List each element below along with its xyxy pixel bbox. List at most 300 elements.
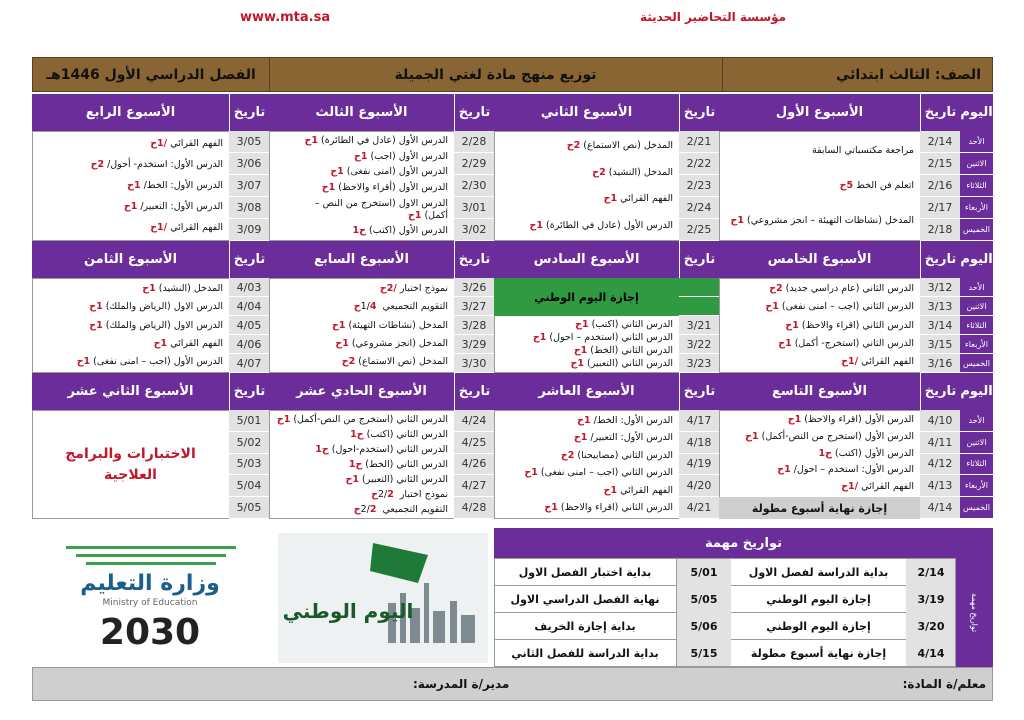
lesson-title: الفهم القرائي [861, 355, 914, 367]
date-header: تاريخ [454, 241, 494, 278]
long-weekend-holiday: إجازة نهاية أسبوع مطولة [719, 497, 920, 519]
lesson-title: الدرس الثاني (مصابيحنا) [577, 449, 673, 461]
lesson-title: الدرس الثاني (اكتب) [366, 428, 448, 440]
date-cell: 4/13 [920, 475, 960, 497]
important-dates-title: تواريخ مهمة [494, 528, 993, 558]
date-cell: 2/22 [679, 153, 719, 175]
important-date: 5/06 [676, 612, 731, 640]
lesson-list [271, 278, 452, 373]
date-cell: 3/16 [920, 354, 960, 373]
lesson-item [38, 301, 223, 313]
date-cell: 4/05 [229, 316, 269, 335]
ministry-name-en: Ministry of Education [102, 598, 198, 608]
lesson-title: نموذج اختبار [399, 283, 448, 295]
schedule-row [0, 241, 1024, 373]
date-cell: 5/02 [229, 432, 269, 454]
important-event: نهاية الفصل الدراسي الاول [510, 592, 660, 606]
term-label: الفصل الدراسي الأول 1446هـ [46, 66, 256, 83]
lesson-title: المدخل (النشيد) [608, 166, 673, 178]
lesson-title: التقويم التجميعي 2/ [360, 503, 448, 515]
lesson-title: الدرس الثاني (استخرج- أكمل) [794, 337, 914, 349]
lesson-periods: 1ح [778, 337, 792, 349]
lesson-periods: ح1 [315, 443, 329, 455]
date-cell: 3/30 [454, 354, 494, 373]
lesson-item [725, 283, 914, 295]
date-cell: 3/28 [454, 316, 494, 335]
day-cell: الخميس [960, 219, 993, 241]
lesson-periods: 1ح [730, 215, 744, 227]
lesson-item [725, 431, 914, 443]
lesson-periods: 2ح [592, 166, 606, 178]
lesson-title: الفهم القرائي [170, 137, 223, 149]
lesson-periods: 2ح [560, 449, 575, 461]
important-date: 5/01 [676, 558, 731, 586]
lesson-title: المدخل (انجز مشروعي) [351, 337, 448, 349]
ministry-logo [34, 532, 267, 662]
lesson-title: الدرس الثاني (عام دراسي جديد) [785, 283, 914, 295]
date-cell: 3/06 [229, 153, 269, 175]
date-cell: 3/15 [920, 335, 960, 354]
lesson-list [271, 131, 452, 241]
important-date: 5/05 [676, 585, 731, 613]
important-dates-side-label: تواريخ مهمة [956, 558, 993, 668]
lesson-list [34, 131, 227, 241]
lesson-item [725, 481, 914, 493]
lesson-title: مراجعة مكتسباتي السابقة [811, 144, 914, 156]
day-cell: الاثنين [960, 432, 993, 454]
date-cell: 4/14 [920, 497, 960, 519]
lesson-title: التقويم التجميعي 1/ [360, 301, 448, 313]
lesson-item [500, 332, 673, 344]
lesson-periods: 1ح [142, 283, 156, 295]
schedule-row [0, 94, 1024, 241]
lesson-title: الدرس الثاني (الخط) [365, 458, 448, 470]
lesson-title: الدرس الأول: الخط/ [143, 180, 223, 192]
lesson-title: الفهم القرائي [620, 193, 673, 205]
lesson-item [500, 140, 673, 152]
date-header: تاريخ [920, 241, 960, 278]
grade-label: الصف: الثالث ابتدائي [835, 66, 981, 83]
date-cell: 4/24 [454, 410, 494, 432]
lesson-item [38, 283, 223, 295]
week-header: الأسبوع الأول [719, 94, 920, 131]
organization-name: مؤسسة التحاضير الحديثة [640, 10, 787, 24]
lesson-periods: 2ح [769, 283, 783, 295]
lesson-item [275, 459, 448, 471]
date-cell: 2/14 [920, 131, 960, 153]
week-header: الأسبوع السادس [494, 241, 679, 278]
lesson-item [725, 356, 914, 368]
day-cell: الثلاثاء [960, 175, 993, 197]
lesson-periods: ح1 [352, 225, 366, 237]
day-cell: الأربعاء [960, 335, 993, 354]
lesson-item [275, 504, 448, 516]
date-cell: 3/22 [679, 335, 719, 354]
important-event: بداية الدراسة للفصل الثاني [511, 646, 659, 660]
important-event: إجازة اليوم الوطني [766, 619, 871, 633]
lesson-item [725, 301, 914, 313]
lesson-periods: 1ح [544, 502, 558, 514]
lesson-periods: 1ح [330, 166, 344, 178]
lesson-item [500, 193, 673, 205]
lesson-item [275, 429, 448, 441]
lesson-periods: ح1 [350, 428, 364, 440]
day-cell: الأحد [960, 278, 993, 297]
lesson-periods: 1ح [153, 337, 168, 349]
lesson-title: الدرس الثاني (اجب – امنى نفغى) [540, 467, 673, 479]
lesson-periods: 1ح [407, 209, 422, 221]
lesson-periods: 1ح [276, 413, 291, 425]
week-header: الأسبوع الثاني عشر [32, 373, 229, 410]
lesson-title: نموذج اختبار 2/ [377, 488, 448, 500]
week-header: الأسبوع السابع [269, 241, 454, 278]
lesson-title: المدخل (النشيد) [158, 283, 223, 295]
lesson-title: اتعلم فن الخط [856, 180, 914, 192]
lesson-title: الدرس الاول (الرياض والملك) [105, 319, 223, 331]
date-cell: 2/21 [679, 131, 719, 153]
date-cell: 4/04 [229, 297, 269, 316]
lesson-item [38, 159, 223, 171]
lesson-title: الدرس الاول (استخرج من النص – أكمل) [314, 197, 448, 221]
lesson-item [725, 414, 914, 426]
date-cell [679, 297, 719, 316]
lesson-item [38, 320, 223, 332]
date-cell: 3/02 [454, 219, 494, 241]
lesson-title: الدرس الثاني (التعبير) [362, 473, 448, 485]
date-cell: 4/28 [454, 497, 494, 519]
lesson-periods: 1ح [745, 431, 759, 442]
important-date: 3/19 [906, 585, 956, 613]
day-header: اليوم [960, 241, 993, 278]
lesson-title: الدرس الأول (عادل في الطائرة) [321, 134, 448, 146]
lesson-title: الفهم القرائي [620, 484, 673, 496]
lesson-periods: 1ح [321, 181, 336, 193]
lesson-periods: 1ح [331, 319, 346, 331]
lesson-periods: 1ح [89, 301, 103, 313]
date-cell: 4/17 [679, 410, 719, 432]
important-date: 3/20 [906, 612, 956, 640]
lesson-item [38, 356, 223, 368]
lesson-periods: 1ح [575, 318, 589, 330]
lesson-item [275, 444, 448, 456]
lesson-title: الدرس الثاني (اجب – امنى نفغى) [781, 301, 914, 313]
lesson-periods: ح1 [818, 447, 832, 459]
week-header: الأسبوع التاسع [719, 373, 920, 410]
lesson-title: الدرس الأول (اقراء والاحظ) [804, 414, 914, 426]
lesson-title: المدخل (نص الاستماع) [583, 140, 673, 152]
lesson-item [500, 485, 673, 497]
date-cell: 2/15 [920, 153, 960, 175]
lesson-list [496, 410, 677, 519]
date-cell: 2/25 [679, 219, 719, 241]
lesson-title: الدرس الأول (أقراء والاحظ) [338, 181, 448, 193]
date-cell: 4/18 [679, 432, 719, 454]
date-header: تاريخ [454, 373, 494, 410]
lesson-periods: /1ح [841, 480, 859, 492]
day-cell: الأربعاء [960, 197, 993, 219]
date-cell: 2/30 [454, 175, 494, 197]
lesson-periods: 1ح [603, 484, 618, 496]
lesson-periods: 1ح [787, 414, 802, 426]
week-header: الأسبوع الثالث [269, 94, 454, 131]
lesson-item [725, 464, 914, 476]
lesson-title: الدرس الأول: التعبير/ [140, 201, 223, 213]
lesson-title: الفهم القرائي [861, 480, 914, 492]
lesson-title: الدرس الثاني (استخدم-احول) [331, 443, 448, 455]
important-event: بداية إجازة الخريف [534, 619, 636, 633]
lesson-title: الدرس الثاني (اقراء والاحظ) [560, 502, 673, 514]
lesson-title: الدرس الأول: استخدم – احول/ [793, 464, 914, 476]
lesson-periods: 1ح [573, 432, 588, 444]
date-cell [679, 278, 719, 297]
date-cell: 2/16 [920, 175, 960, 197]
lesson-item [275, 338, 448, 350]
lesson-list [496, 131, 677, 241]
lesson-title: الفهم القرائي [170, 222, 223, 234]
date-cell: 3/08 [229, 197, 269, 219]
lesson-title: المدخل (نشاطات التهيئة – انجز مشروعي) [747, 215, 914, 227]
date-cell: 3/07 [229, 175, 269, 197]
lesson-list [721, 278, 918, 373]
lesson-periods: 1ح [89, 319, 103, 331]
lesson-periods: 2ح [353, 503, 377, 515]
lesson-item [500, 467, 673, 479]
date-cell: 3/09 [229, 219, 269, 241]
lesson-title: الدرس الأول: استخدم- أحول/ [107, 158, 223, 170]
lesson-item [275, 474, 448, 486]
week-header: الأسبوع الحادي عشر [269, 373, 454, 410]
week-header: الأسبوع الثاني [494, 94, 679, 131]
national-day-holiday: إجازة اليوم الوطني [494, 278, 679, 316]
lesson-periods: 1ح [573, 345, 588, 357]
important-date: 4/14 [906, 639, 956, 667]
date-header: تاريخ [920, 94, 960, 131]
lesson-title: الدرس الأول (اجب) [370, 150, 448, 162]
lesson-item [500, 358, 673, 370]
date-cell: 2/17 [920, 197, 960, 219]
important-event: بداية اختبار الفصل الاول [518, 565, 652, 579]
date-header: تاريخ [229, 94, 269, 131]
date-cell: 4/12 [920, 454, 960, 476]
date-header: تاريخ [679, 241, 719, 278]
lesson-item [275, 151, 448, 163]
date-cell: 2/23 [679, 175, 719, 197]
lesson-item [38, 138, 223, 150]
date-cell: 3/01 [454, 197, 494, 219]
lesson-title: الفهم القرائي [170, 337, 223, 349]
lesson-title: المدخل (نص الاستماع) [358, 355, 448, 367]
date-cell: 3/23 [679, 354, 719, 373]
principal-label: مدير/ة المدرسة: [413, 677, 510, 691]
date-cell: 4/19 [679, 454, 719, 476]
week-header: الأسبوع الرابع [32, 94, 229, 131]
date-cell: 4/21 [679, 497, 719, 519]
date-cell: 5/03 [229, 454, 269, 476]
lesson-item [275, 166, 448, 178]
day-cell: الثلاثاء [960, 454, 993, 476]
lesson-title: الدرس الأول (امنى نفغى) [346, 166, 448, 178]
important-date: 5/15 [676, 639, 731, 667]
date-cell: 4/27 [454, 475, 494, 497]
lesson-periods: 2ح [341, 355, 356, 367]
day-cell: الخميس [960, 497, 993, 519]
lesson-item [275, 198, 448, 222]
lesson-title: المدخل (نشاطات التهيئة) [348, 319, 448, 331]
week-header: الأسبوع الخامس [719, 241, 920, 278]
lesson-item [38, 180, 223, 192]
lesson-periods: 1ح [123, 201, 138, 213]
lesson-list [271, 410, 452, 519]
date-cell: 3/05 [229, 131, 269, 153]
day-cell: الاثنين [960, 153, 993, 175]
date-cell: 3/12 [920, 278, 960, 297]
lesson-periods: 2ح [371, 488, 394, 500]
date-header: تاريخ [679, 373, 719, 410]
lesson-item [275, 283, 448, 295]
lesson-item [500, 450, 673, 462]
lesson-periods: 1ح [570, 358, 585, 370]
lesson-periods: 1ح [304, 134, 319, 146]
lesson-item [725, 448, 914, 460]
date-cell: 4/25 [454, 432, 494, 454]
lesson-item [500, 167, 673, 179]
lesson-periods: 2ح [566, 140, 581, 152]
date-cell: 4/11 [920, 432, 960, 454]
lesson-periods: 5ح [839, 180, 854, 192]
lesson-item [725, 145, 914, 157]
important-date: 2/14 [906, 558, 956, 586]
lesson-list [34, 278, 227, 373]
day-cell: الأحد [960, 131, 993, 153]
lesson-title: الدرس الأول (اجب – امنى نفغى) [93, 355, 223, 367]
lesson-periods: 1ح [335, 337, 349, 349]
lesson-periods: /1ح [841, 355, 859, 367]
site-url[interactable]: www.mta.sa [240, 10, 331, 25]
date-cell: 5/04 [229, 475, 269, 497]
lesson-item [275, 356, 448, 368]
date-cell: 3/26 [454, 278, 494, 297]
day-cell: الاثنين [960, 297, 993, 316]
vision-2030: 2030 [99, 612, 201, 653]
lesson-item [725, 320, 914, 332]
date-cell: 3/13 [920, 297, 960, 316]
lesson-item [500, 220, 673, 232]
date-cell: 5/05 [229, 497, 269, 519]
schedule-row [0, 373, 1024, 519]
date-header: تاريخ [454, 94, 494, 131]
lesson-periods: /1ح [150, 222, 168, 234]
date-cell: 3/27 [454, 297, 494, 316]
lesson-title: الدرس الأول (اكتب) [834, 447, 914, 459]
lesson-periods: 1ح [785, 319, 799, 331]
lesson-item [275, 225, 448, 237]
lesson-title: الدرس الأول: التعبير/ [590, 432, 673, 444]
lesson-title: الدرس الثاني (اقراء والاحظ) [801, 319, 914, 331]
important-event: إجازة اليوم الوطني [766, 592, 871, 606]
day-cell: الخميس [960, 354, 993, 373]
date-cell: 4/26 [454, 454, 494, 476]
lesson-periods: /1ح [150, 137, 168, 149]
lesson-item [500, 415, 673, 427]
lesson-item [275, 182, 448, 194]
exams-note: الاختبارات والبرامج العلاجية [65, 445, 196, 483]
date-cell: 2/24 [679, 197, 719, 219]
day-cell: الثلاثاء [960, 316, 993, 335]
lesson-item [725, 338, 914, 350]
date-cell: 2/28 [454, 131, 494, 153]
lesson-item [500, 432, 673, 444]
date-cell: 2/18 [920, 219, 960, 241]
lesson-periods: 4ح [353, 301, 377, 313]
lesson-item [38, 338, 223, 350]
date-cell: 3/14 [920, 316, 960, 335]
day-header: اليوم [960, 94, 993, 131]
lesson-periods: 1ح [765, 301, 779, 313]
lesson-periods: 1ح [353, 150, 368, 162]
lesson-title: الدرس الأول (اكتب) [368, 225, 448, 237]
lesson-item [725, 180, 914, 192]
lesson-title: الدرس الثاني (استخدم – احول) [549, 331, 673, 343]
lesson-periods: 1ح [127, 180, 141, 192]
day-cell: الأربعاء [960, 475, 993, 497]
lesson-title: الدرس الأول (عادل في الطائرة) [546, 219, 673, 231]
day-cell: الأحد [960, 410, 993, 432]
lesson-title: الدرس الثاني (استخرج من النص-أكمل) [293, 413, 448, 425]
date-cell: 4/03 [229, 278, 269, 297]
lesson-list [721, 410, 918, 497]
lesson-periods: 1ح [76, 355, 91, 367]
date-header: تاريخ [920, 373, 960, 410]
lesson-list [721, 131, 918, 241]
lesson-periods: 2ح [90, 158, 105, 170]
important-event: بداية الدراسة لفصل الاول [748, 565, 889, 579]
date-cell: 4/06 [229, 335, 269, 354]
lesson-item [500, 319, 673, 331]
lesson-item [275, 414, 448, 426]
national-day-image [278, 533, 488, 663]
date-cell: 5/01 [229, 410, 269, 432]
date-header: تاريخ [679, 94, 719, 131]
lesson-item [38, 201, 223, 213]
lesson-item [38, 222, 223, 234]
lesson-title: الدرس الأول (استخرج من النص-أكمل) [761, 431, 914, 442]
lesson-periods: 1ح [529, 219, 544, 231]
date-header: تاريخ [229, 241, 269, 278]
lesson-item [500, 345, 673, 357]
lesson-item [500, 502, 673, 514]
lesson-item [275, 320, 448, 332]
lesson-periods: 1ح [777, 464, 791, 476]
lesson-periods: 1ح [345, 473, 360, 485]
lesson-periods: 1ح [532, 331, 547, 343]
lesson-periods: 1ح [603, 193, 618, 205]
teacher-label: معلم/ة المادة: [902, 677, 986, 691]
lesson-item [275, 135, 448, 147]
lesson-list [496, 316, 677, 373]
page-title: توزيع منهج مادة لغتي الجميلة [394, 66, 597, 83]
lesson-periods: ح1 [348, 458, 363, 470]
date-cell: 2/29 [454, 153, 494, 175]
date-cell: 4/20 [679, 475, 719, 497]
date-cell: 3/21 [679, 316, 719, 335]
lesson-item [275, 489, 448, 501]
date-header: تاريخ [229, 373, 269, 410]
lesson-title: الدرس الثاني (التعبير) [587, 358, 673, 370]
lesson-item [275, 301, 448, 313]
ministry-name-ar: وزارة التعليم [80, 571, 220, 596]
important-event: إجازة نهاية أسبوع مطولة [750, 646, 887, 660]
date-cell: 4/07 [229, 354, 269, 373]
